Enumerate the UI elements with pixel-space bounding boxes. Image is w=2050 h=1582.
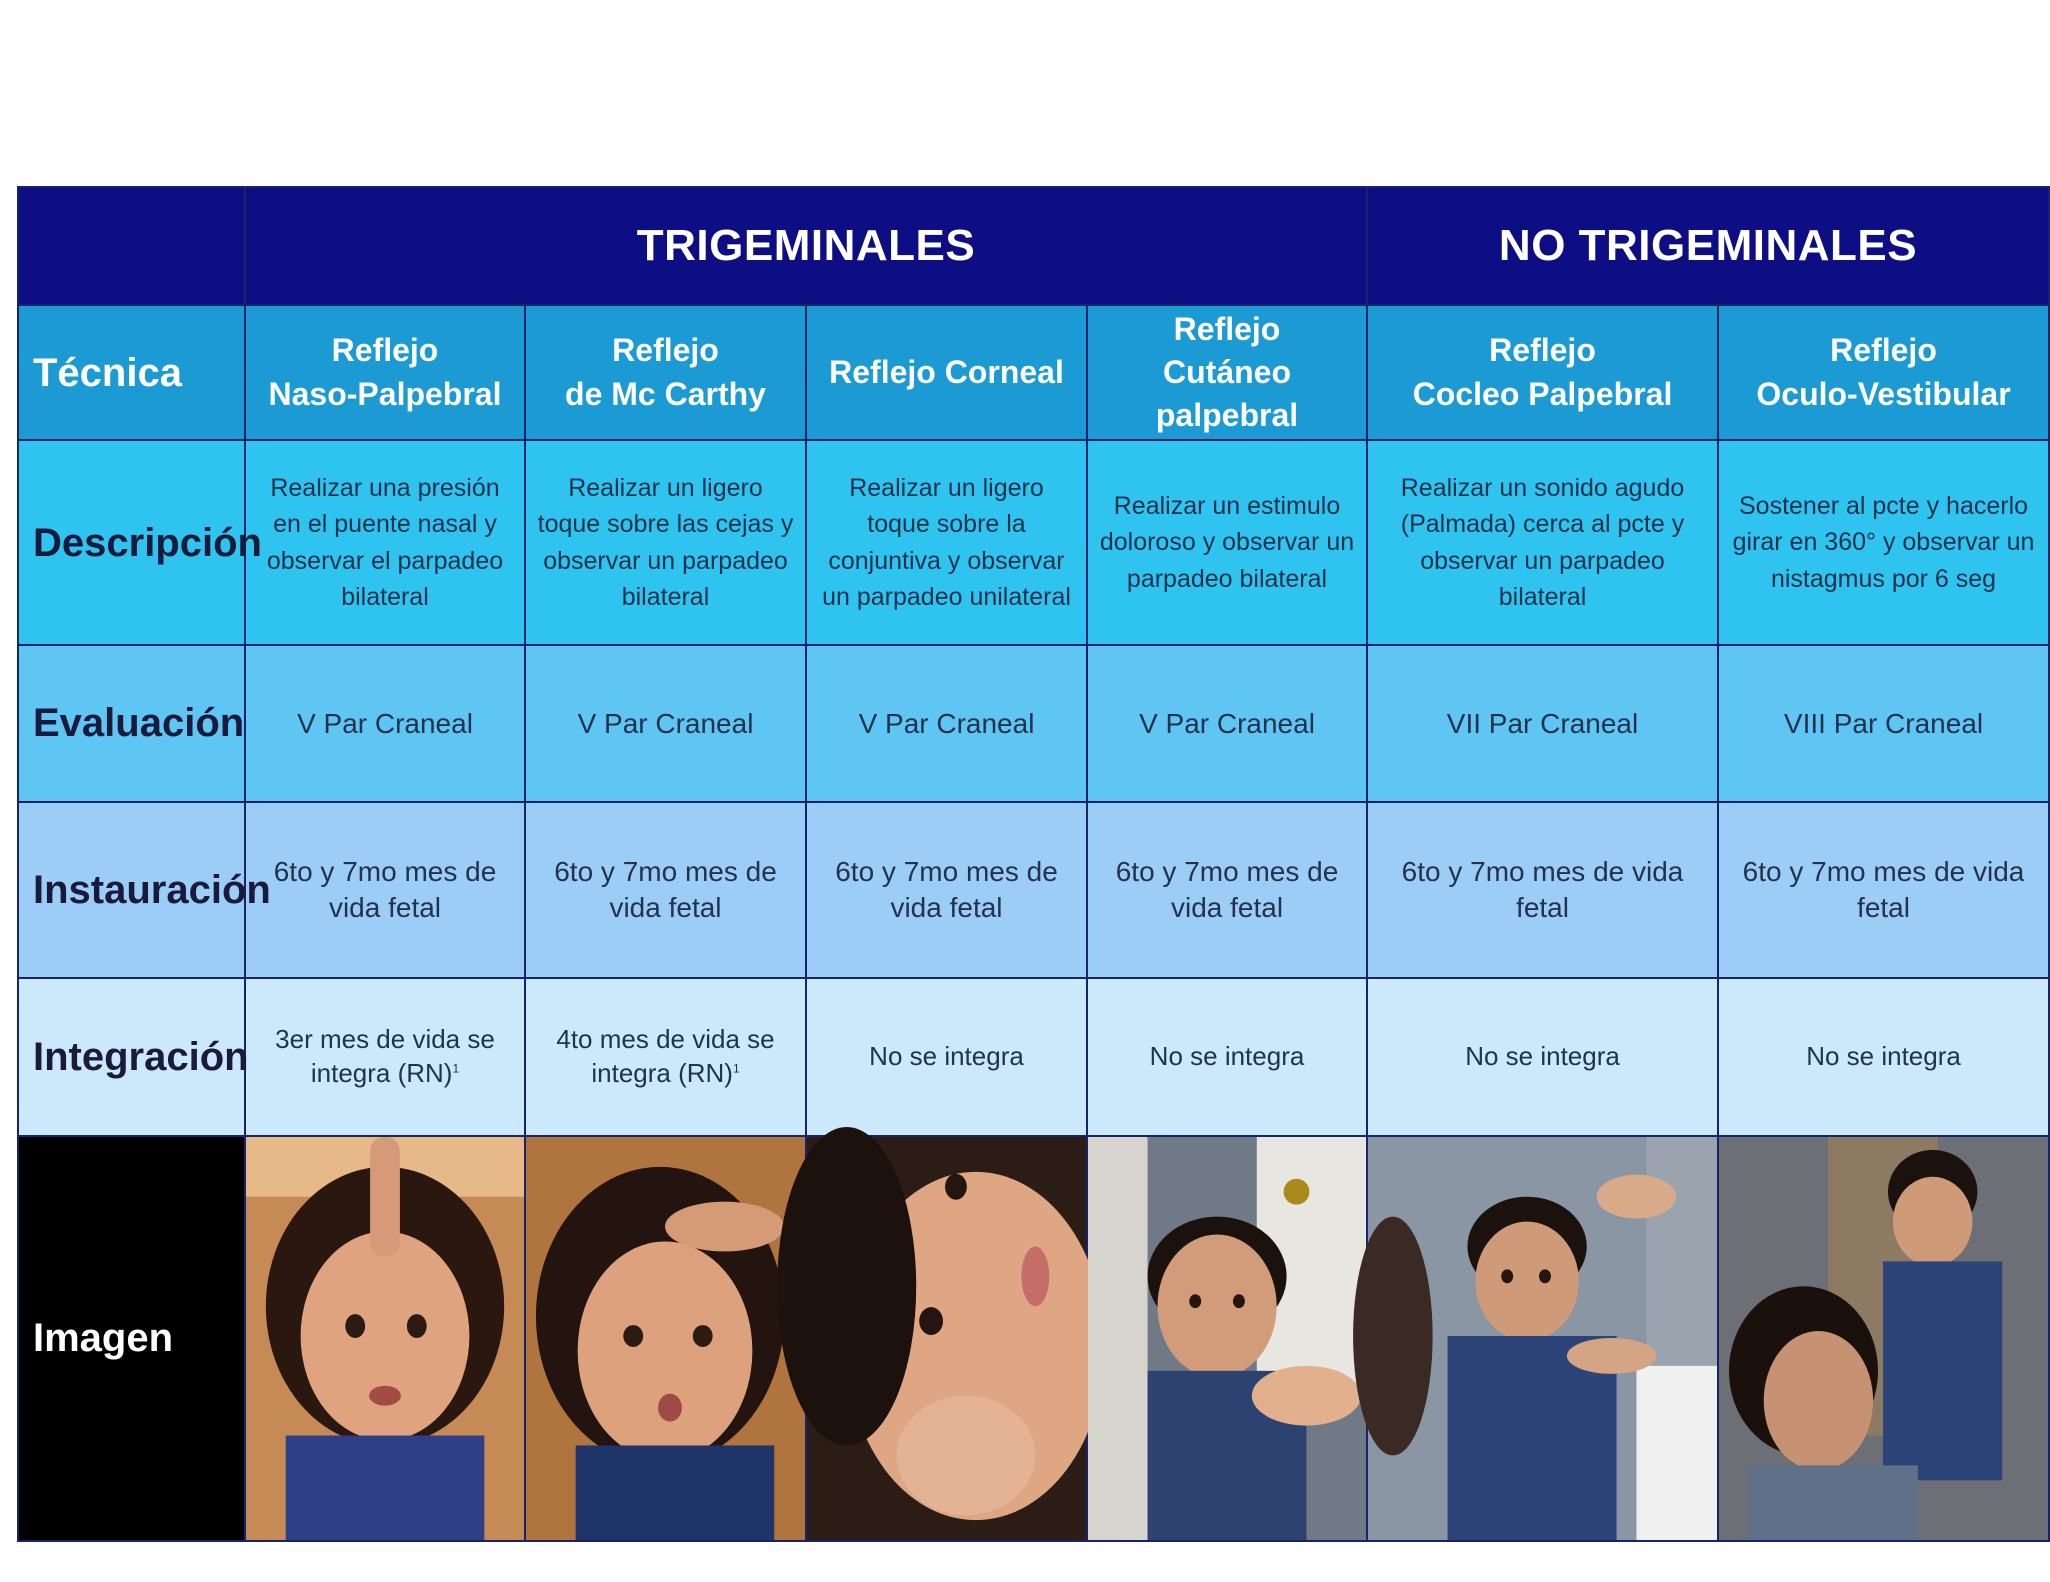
- infant-corneal-photo: [807, 1137, 1086, 1540]
- integracion-cell-3: No se integra: [806, 978, 1087, 1136]
- instauracion-cell-2: 6to y 7mo mes de vida fetal: [525, 802, 806, 978]
- row-label-tecnica: Técnica: [18, 305, 245, 440]
- evaluacion-cell-4: V Par Craneal: [1087, 645, 1367, 802]
- row-label-evaluacion: Evaluación: [18, 645, 245, 802]
- row-instauracion: [18, 802, 2049, 978]
- row-label-imagen: Imagen: [18, 1136, 245, 1541]
- infant-nasal-pressure-photo: [246, 1137, 524, 1540]
- tecnica-line2: Cocleo Palpebral: [1412, 375, 1673, 412]
- integracion-cell-1: [245, 978, 525, 1136]
- instauracion-cell-6: 6to y 7mo mes de vida fetal: [1718, 802, 2049, 978]
- reflex-table: [17, 186, 2050, 1542]
- row-tecnica: [18, 305, 2049, 440]
- tecnica-cell-6: [1718, 305, 2049, 440]
- tecnica-line1: Reflejo: [331, 332, 439, 369]
- tecnica-line1: Reflejo Corneal: [829, 353, 1064, 390]
- descripcion-cell-1: Realizar una presión en el puente nasal y observar el parpadeo bilateral: [245, 440, 525, 645]
- tecnica-cell-2: [525, 305, 806, 440]
- group-no-trigeminales: [1367, 187, 2049, 305]
- row-label-instauracion: Instauración: [18, 802, 245, 978]
- integracion-cell-6: No se integra: [1718, 978, 2049, 1136]
- descripcion-cell-2: Realizar un ligero toque sobre las cejas y observar un parpadeo bilateral: [525, 440, 806, 645]
- group-title-trigeminales: TRIGEMINALES: [636, 221, 976, 270]
- infant-eyebrow-touch-photo: [526, 1137, 805, 1540]
- integracion-text: 3er mes de vida se integra (RN): [275, 1024, 495, 1088]
- evaluacion-cell-2: V Par Craneal: [525, 645, 806, 802]
- evaluacion-cell-3: V Par Craneal: [806, 645, 1087, 802]
- infant-hand-clap-photo: [1368, 1137, 1717, 1540]
- tecnica-line1: Reflejo: [612, 332, 719, 369]
- evaluacion-cell-5: VII Par Craneal: [1367, 645, 1718, 802]
- instauracion-cell-1: 6to y 7mo mes de vida fetal: [245, 802, 525, 978]
- tecnica-line1: Reflejo: [1830, 332, 1937, 369]
- corner-cell: [18, 187, 245, 305]
- tecnica-cell-5: [1367, 305, 1718, 440]
- infant-cutaneous-stimulus-photo: [1088, 1137, 1366, 1540]
- group-header-row: [18, 187, 2049, 305]
- infant-rotation-photo: [1719, 1137, 2048, 1540]
- instauracion-cell-3: 6to y 7mo mes de vida fetal: [806, 802, 1087, 978]
- integracion-text: 4to mes de vida se integra (RN): [556, 1024, 775, 1088]
- row-label-descripcion: Descripción: [18, 440, 245, 645]
- footnote-marker: 1: [732, 1061, 740, 1076]
- tecnica-line2: de Mc Carthy: [565, 375, 766, 412]
- row-evaluacion: [18, 645, 2049, 802]
- integracion-cell-2: [525, 978, 806, 1136]
- instauracion-cell-4: 6to y 7mo mes de vida fetal: [1087, 802, 1367, 978]
- group-trigeminales: [245, 187, 1367, 305]
- descripcion-cell-4: Realizar un estimulo doloroso y observar un parpadeo bilateral: [1087, 440, 1367, 645]
- photo-cell-1: [245, 1136, 525, 1541]
- descripcion-cell-5: Realizar un sonido agudo (Palmada) cerca al pcte y observar un parpadeo bilateral: [1367, 440, 1718, 645]
- integracion-cell-5: No se integra: [1367, 978, 1718, 1136]
- footnote-marker: 1: [452, 1061, 460, 1076]
- descripcion-cell-3: Realizar un ligero toque sobre la conjuntiva y observar un parpadeo unilateral: [806, 440, 1087, 645]
- photo-cell-2: [525, 1136, 806, 1541]
- photo-cell-6: [1718, 1136, 2049, 1541]
- descripcion-cell-6: Sostener al pcte y hacerlo girar en 360° y observar un nistagmus por 6 seg: [1718, 440, 2049, 645]
- tecnica-cell-3: [806, 305, 1087, 440]
- photo-cell-5: [1367, 1136, 1718, 1541]
- tecnica-line1: Reflejo: [1489, 332, 1596, 369]
- instauracion-cell-5: 6to y 7mo mes de vida fetal: [1367, 802, 1718, 978]
- tecnica-cell-1: [245, 305, 525, 440]
- tecnica-line2: Oculo-Vestibular: [1756, 375, 2011, 412]
- tecnica-line2: Cutáneo palpebral: [1155, 353, 1299, 434]
- tecnica-line2: Naso-Palpebral: [268, 375, 502, 412]
- photo-cell-4: [1087, 1136, 1367, 1541]
- integracion-cell-4: No se integra: [1087, 978, 1367, 1136]
- row-label-integracion: Integración: [18, 978, 245, 1136]
- tecnica-cell-4: [1087, 305, 1367, 440]
- row-imagen: [18, 1136, 2049, 1541]
- photo-cell-3: [806, 1136, 1087, 1541]
- row-integracion: [18, 978, 2049, 1136]
- evaluacion-cell-1: V Par Craneal: [245, 645, 525, 802]
- row-descripcion: [18, 440, 2049, 645]
- group-title-no-trigeminales: NO TRIGEMINALES: [1498, 221, 1918, 270]
- evaluacion-cell-6: VIII Par Craneal: [1718, 645, 2049, 802]
- tecnica-line1: Reflejo: [1173, 310, 1281, 347]
